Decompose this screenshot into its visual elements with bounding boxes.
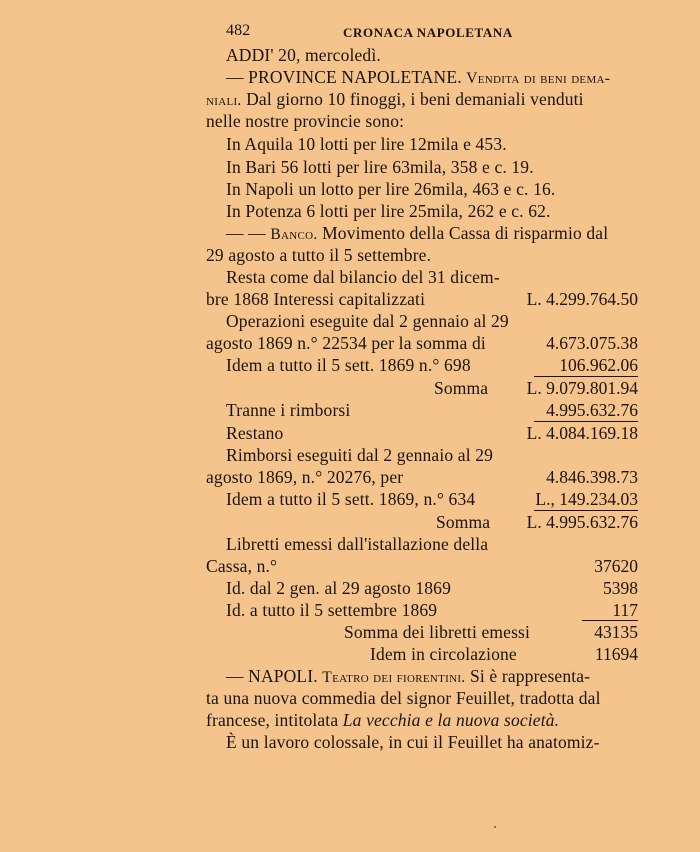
ledger-tranne-label: Tranne i rimborsi: [226, 400, 351, 420]
ledger-operazioni-amount: 4.673.075.38: [546, 333, 638, 353]
napoli-subtitle: Teatro dei fiorentini.: [322, 669, 466, 686]
ledger-rimborsi-line-1: Rimborsi eseguiti dal 2 gennaio al 29: [226, 445, 494, 465]
banco-text-1: Movimento della Cassa di risparmio dal: [322, 223, 609, 243]
page-number: 482: [226, 22, 251, 39]
list-item-napoli: In Napoli un lotto per lire 26mila, 463 e c. 16.: [226, 179, 556, 199]
ledger-resta-amount: L. 4.299.764.50: [526, 289, 638, 309]
ledger-rimborsi-line-2: agosto 1869, n.° 20276, per: [206, 467, 404, 487]
list-item-aquila: In Aquila 10 lotti per lire 12mila e 453.: [226, 134, 507, 154]
banco-title: Banco.: [270, 226, 318, 243]
napoli-line-4: È un lavoro colossale, in cui il Feuillet ha anatomiz-: [226, 732, 600, 752]
libretti-line-3: Id. dal 2 gen. al 29 agosto 1869: [226, 578, 451, 598]
list-item-potenza: In Potenza 6 lotti per lire 25mila, 262 e c. 62.: [226, 201, 551, 221]
banco-heading: [226, 222, 608, 246]
napoli-text-1: Si è rappresenta-: [470, 666, 591, 686]
running-title: CRONACA NAPOLETANA: [343, 25, 513, 40]
libretti-line-5: Somma dei libretti emessi: [344, 622, 531, 642]
ledger-restano-amount: L. 4.084.169.18: [526, 423, 638, 443]
napoli-line-2: ta una nuova commedia del signor Feuillet, tradotta dal: [206, 688, 601, 708]
paper-speck: [494, 826, 496, 828]
libretti-value-3: 117: [612, 600, 638, 620]
province-subtitle-part2: niali.: [206, 92, 242, 109]
banco-line-2: 29 agosto a tutto il 5 settembre.: [206, 245, 432, 265]
play-title: La vecchia e la nuova società.: [342, 710, 560, 730]
napoli-line-3-text: francese, intitolata: [206, 710, 339, 730]
ledger-idem-2-label: Idem a tutto il 5 sett. 1869, n.° 634: [226, 489, 476, 509]
province-subtitle-part1: Vendita di beni dema-: [466, 70, 611, 87]
ledger-rimborsi-amount: 4.846.398.73: [546, 467, 638, 487]
napoli-title: — NAPOLI.: [226, 666, 318, 686]
ledger-restano-label: Restano: [226, 423, 284, 443]
ledger-resta-line-2: bre 1868 Interessi capitalizzati: [206, 289, 426, 309]
ledger-idem-1-amount: 106.962.06: [559, 355, 638, 375]
ledger-idem-1-label: Idem a tutto il 5 sett. 1869 n.° 698: [226, 355, 471, 375]
napoli-line-3: [206, 709, 559, 731]
province-text-2: Dal giorno 10 finoggi, i beni demaniali venduti: [246, 89, 584, 109]
ledger-somma-2-label: Somma: [436, 512, 491, 532]
ledger-somma-2-amount: L. 4.995.632.76: [526, 512, 638, 532]
libretti-value-1: 37620: [594, 556, 638, 576]
list-item-bari: In Bari 56 lotti per lire 63mila, 358 e c. 19.: [226, 157, 534, 177]
libretti-value-5: 11694: [594, 644, 638, 664]
libretti-line-6: Idem in circolazione: [370, 644, 517, 664]
libretti-line-4: Id. a tutto il 5 settembre 1869: [226, 600, 438, 620]
province-line-2: [206, 88, 584, 112]
libretti-value-4: 43135: [594, 622, 638, 642]
napoli-heading: [226, 665, 590, 689]
banco-dash: — —: [226, 223, 266, 243]
ledger-operazioni-line-1: Operazioni eseguite dal 2 gennaio al 29: [226, 311, 509, 331]
province-line-3: nelle nostre provincie sono:: [206, 111, 405, 131]
ledger-idem-2-amount: L., 149.234.03: [535, 489, 638, 509]
ledger-operazioni-line-2: agosto 1869 n.° 22534 per la somma di: [206, 333, 486, 353]
province-title: — PROVINCE NAPOLETANE.: [226, 67, 462, 87]
libretti-line-1: Libretti emessi dall'istallazione della: [226, 534, 489, 554]
libretti-line-2: Cassa, n.°: [206, 556, 278, 576]
ledger-resta-line-1: Resta come dal bilancio del 31 dicem-: [226, 267, 500, 287]
date-line: ADDI' 20, mercoledì.: [226, 45, 381, 65]
ledger-somma-1-amount: L. 9.079.801.94: [526, 378, 638, 398]
ledger-tranne-amount: 4.995.632.76: [546, 400, 638, 420]
libretti-value-2: 5398: [603, 578, 638, 598]
province-heading: [226, 66, 610, 90]
ledger-somma-1-label: Somma: [434, 378, 489, 398]
